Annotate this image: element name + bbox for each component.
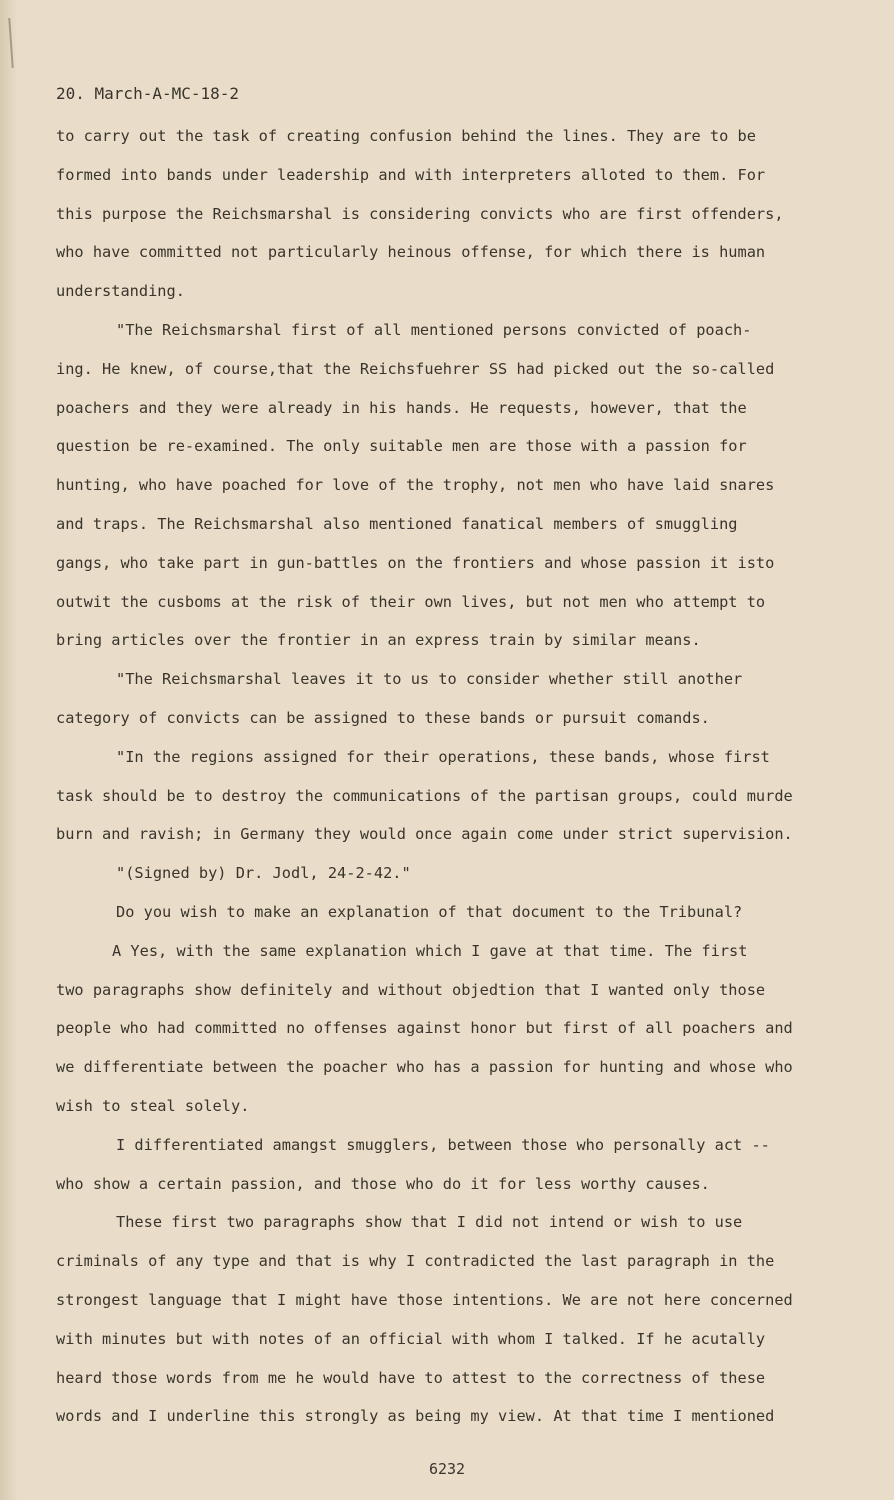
text-line: bring articles over the frontier in an express train by similar means. (56, 631, 701, 650)
text-line: understanding. (56, 282, 185, 301)
text-line: gangs, who take part in gun-battles on the frontiers and whose passion it isto (56, 553, 775, 572)
text-line: who have committed not particularly heinous offense, for which there is human (56, 243, 766, 262)
text-line: people who had committed no offenses against honor but first of all poachers and (56, 1019, 793, 1038)
text-line: "The Reichsmarshal leaves it to us to consider whether still another (116, 670, 743, 689)
text-line: words and I underline this strongly as being my view. At that time I mentioned (56, 1407, 775, 1426)
text-line: A Yes, with the same explanation which I gave at that time. The first (112, 941, 748, 960)
text-line: this purpose the Reichsmarshal is considering convicts who are first offenders, (56, 204, 784, 223)
text-line: two paragraphs show definitely and without objedtion that I wanted only those (56, 980, 766, 999)
text-line: wish to steal solely. (56, 1096, 250, 1115)
page-left-edge (0, 0, 18, 1500)
text-line: task should be to destroy the communications of the partisan groups, could murde (56, 786, 793, 805)
text-line: Do you wish to make an explanation of that document to the Tribunal? (116, 902, 743, 921)
text-line: hunting, who have poached for love of the trophy, not men who have laid snares (56, 476, 775, 495)
text-line: These first two paragraphs show that I did not intend or wish to use (116, 1213, 743, 1232)
text-line: question be re-examined. The only suitable men are those with a passion for (56, 437, 747, 456)
text-line: criminals of any type and that is why I contradicted the last paragraph in the (56, 1252, 775, 1271)
text-line: burn and ravish; in Germany they would once again come under strict supervision. (56, 825, 793, 844)
text-line: heard those words from me he would have to attest to the correctness of these (56, 1368, 766, 1387)
text-line: poachers and they were already in his hands. He requests, however, that the (56, 398, 747, 417)
text-line: we differentiate between the poacher who has a passion for hunting and whose who (56, 1058, 793, 1077)
text-line: to carry out the task of creating confusion behind the lines. They are to be (56, 127, 756, 145)
text-line: "The Reichsmarshal first of all mentioned persons convicted of poach- (116, 320, 752, 339)
text-line: "In the regions assigned for their operations, these bands, whose first (116, 747, 770, 766)
text-line: strongest language that I might have those intentions. We are not here concerned (56, 1290, 793, 1309)
text-line: outwit the cusboms at the risk of their own lives, but not men who attempt to (56, 592, 766, 611)
page-number: 6232 (428, 1460, 466, 1478)
document-body (56, 123, 836, 1442)
text-line: "(Signed by) Dr. Jodl, 24-2-42." (116, 864, 411, 883)
text-line: ing. He knew, of course,that the Reichsfuehrer SS had picked out the so-called (56, 359, 775, 378)
text-line: formed into bands under leadership and with interpreters alloted to them. For (56, 165, 766, 184)
document-header: 20. March-A-MC-18-2 (56, 84, 240, 103)
text-line: with minutes but with notes of an official with whom I talked. If he acutally (56, 1329, 766, 1348)
text-line: category of convicts can be assigned to these bands or pursuit comands. (56, 708, 710, 727)
text-line: who show a certain passion, and those who do it for less worthy causes. (56, 1174, 710, 1193)
text-line: and traps. The Reichsmarshal also mentioned fanatical members of smuggling (56, 514, 738, 533)
text-line: I differentiated amangst smugglers, between those who personally act -- (116, 1135, 770, 1154)
